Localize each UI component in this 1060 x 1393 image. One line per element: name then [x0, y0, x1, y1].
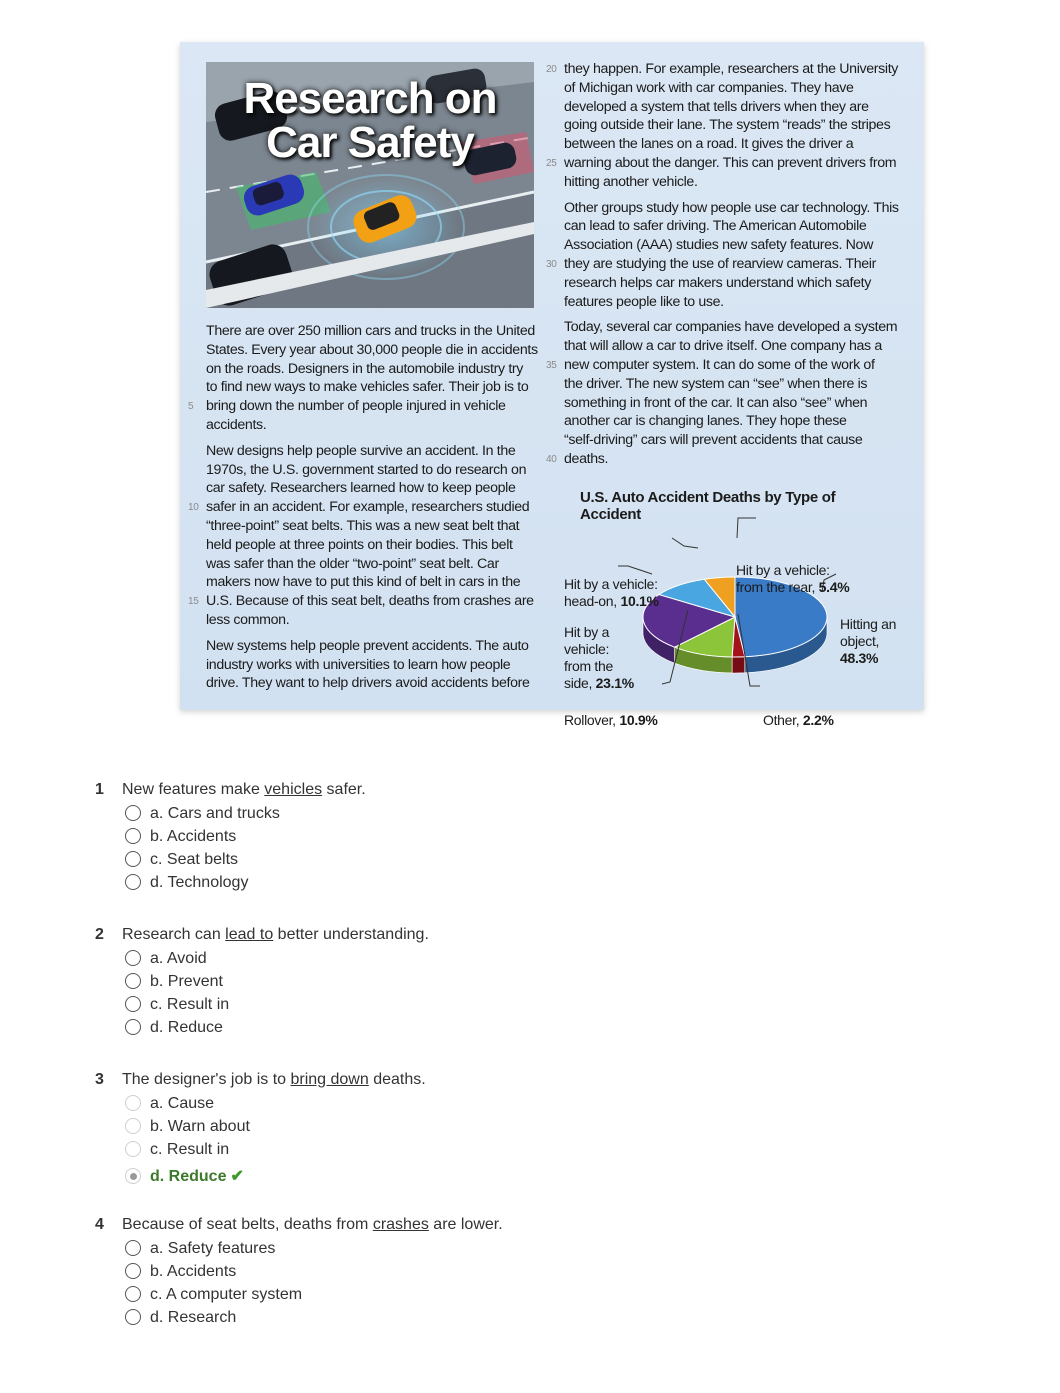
article-line [564, 375, 898, 394]
answer-option-text: a. Safety features [150, 1240, 276, 1257]
radio-button[interactable] [125, 828, 141, 844]
pie-label-name: Hit by a [564, 624, 610, 640]
answer-option-text: c. Seat belts [150, 851, 239, 868]
article-line [206, 360, 540, 379]
radio-button[interactable] [125, 973, 141, 989]
pie-chart [560, 512, 920, 728]
reading-panel [180, 42, 924, 728]
line-number: 10 [188, 502, 199, 514]
article-paragraph [546, 60, 899, 192]
article-line [206, 341, 540, 360]
line-number: 20 [546, 64, 557, 75]
article-line-text: of Michigan work with car companies. They have [564, 79, 854, 96]
answer-option-text: c. Result in [150, 996, 230, 1013]
article-line [206, 442, 540, 461]
pie-label-name: from the rear, [736, 579, 819, 595]
answer-option-label [150, 802, 280, 825]
article-line-text: was safer than the older “two-point” seat belt. Car [206, 555, 499, 572]
answer-option-text: c. A computer system [150, 1286, 303, 1303]
article-line-text: research helps car makers understand which safety [564, 274, 871, 291]
hero-image [206, 62, 534, 308]
pie-label-name: Rollover, [564, 712, 620, 728]
pie-label-value: 10.9% [619, 712, 658, 728]
question-stem [95, 1213, 503, 1237]
article-line-text: safer in an accident. For example, researchers studied [206, 499, 530, 516]
radio-button[interactable] [125, 1168, 141, 1184]
radio-button[interactable] [125, 1095, 141, 1111]
article-line-text: can lead to safer driving. The American Automobile [564, 218, 867, 235]
question-block [95, 1068, 426, 1188]
question-number: 1 [95, 781, 104, 798]
article-line-text: another car is changing lanes. They hope these [564, 413, 847, 430]
question-text-suffix: better understanding. [273, 926, 429, 943]
article-line [564, 394, 898, 413]
article-line [206, 656, 540, 675]
answer-option-label [150, 871, 248, 894]
pie-label-value: 10.1% [620, 593, 659, 609]
pie-label-row [564, 675, 634, 692]
answer-option-text: d. Research [150, 1309, 237, 1326]
article-line [564, 199, 898, 218]
article-line-text: car safety. Researchers learned how to keep people [206, 480, 516, 497]
article-paragraph [546, 318, 898, 468]
question-block [95, 1213, 503, 1329]
article-line [188, 592, 540, 611]
article-line-text: they are studying the use of rearview cameras. Their [564, 255, 876, 272]
article-line-text: features people like to use. [564, 293, 724, 310]
article-paragraph [188, 322, 540, 435]
pie-label-name: Hitting an [840, 616, 897, 632]
article-line-text: States. Every year about 30,000 people die in accidents [206, 341, 538, 358]
question-stem [95, 1068, 426, 1092]
answer-option-label [150, 848, 238, 871]
article-line-text: new computer system. It can do some of the work of [564, 356, 875, 373]
article-line-text: U.S. Because of this seat belt, deaths from crashes are [206, 593, 534, 610]
article-line [564, 412, 898, 431]
question-target-word: bring down [290, 1071, 369, 1088]
article-title-line2: Car Safety [266, 118, 474, 167]
article-line-text: less common. [206, 611, 290, 628]
article-line [564, 236, 898, 255]
article-line [206, 378, 540, 397]
pie-data-label [564, 576, 659, 610]
article-line [206, 479, 540, 498]
line-number: 15 [188, 596, 199, 608]
article-line [188, 498, 540, 517]
pie-label-name: object, [840, 633, 880, 649]
pie-label-row [564, 624, 634, 641]
question-text-prefix: The designer's job is to [122, 1071, 291, 1088]
question-target-word: lead to [225, 926, 274, 943]
pie-label-value: 48.3% [840, 650, 879, 666]
answer-option-text: a. Avoid [150, 950, 207, 967]
article-line-text: Association (AAA) studies new safety features. Now [564, 237, 873, 254]
article-line-text: New designs help people survive an accident. In the [206, 442, 516, 459]
article-line [206, 674, 540, 693]
article-line [564, 431, 898, 450]
article-line-text: held people at three points on their bodies. This belt [206, 536, 513, 553]
article-line [206, 555, 540, 574]
article-line-text: to find new ways to make vehicles safer. Their job is to [206, 379, 529, 396]
radio-button[interactable] [125, 996, 141, 1012]
article-line [564, 337, 898, 356]
pie-label-row [840, 616, 896, 633]
article-line-text: developed a system that tells drivers when they are [564, 98, 869, 115]
answer-option-text: d. Reduce [150, 1168, 227, 1185]
answer-option-label [150, 1237, 275, 1260]
article-line-text: industry works with universities to learn how people [206, 656, 511, 673]
article-line-text: deaths. [564, 450, 609, 467]
article-line-text: “three-point” seat belts. This was a new seat belt that [206, 517, 520, 534]
pie-label-row [840, 633, 896, 650]
pie-label-row [564, 593, 659, 610]
line-number: 35 [546, 359, 557, 371]
article-paragraph [188, 442, 540, 630]
pie-label-row [736, 579, 849, 596]
question-text-suffix: safer. [322, 781, 366, 798]
article-line [564, 135, 898, 154]
article-right-column [546, 60, 899, 476]
article-line-text: bring down the number of people injured in vehicle [206, 398, 506, 415]
answer-option-label [150, 947, 207, 970]
question-number: 4 [95, 1216, 104, 1233]
answer-option-text: b. Accidents [150, 828, 237, 845]
pie-label-value: 23.1% [595, 675, 634, 691]
pie-slice-side [732, 657, 745, 673]
radio-button[interactable] [125, 1118, 141, 1134]
answer-option-label [150, 970, 223, 993]
article-line-text: makers now have to put this kind of belt in cars in the [206, 574, 521, 591]
radio-button[interactable] [125, 950, 141, 966]
article-line [206, 637, 540, 656]
line-number: 30 [546, 258, 557, 270]
article-line [206, 517, 540, 536]
article-line-text: they happen. For example, researchers at the University [564, 61, 899, 77]
pie-label-row [564, 576, 659, 593]
article-line [564, 116, 898, 135]
pie-data-label [564, 624, 634, 692]
question-stem [95, 923, 429, 947]
radio-button[interactable] [125, 1286, 141, 1302]
question-text-prefix: Research can [122, 926, 226, 943]
pie-data-label [840, 616, 896, 667]
answer-option-text: b. Warn about [150, 1118, 250, 1135]
article-line-text: between the lanes on a road. It gives the driver a [564, 136, 854, 153]
pie-label-value: 2.2% [802, 712, 834, 728]
article-line [206, 322, 540, 341]
answer-option-label [150, 1092, 214, 1115]
radio-button[interactable] [125, 1141, 141, 1157]
pie-label-row [564, 641, 634, 658]
question-block [95, 778, 366, 894]
pie-label-name: Hit by a vehicle: [736, 562, 830, 578]
article-title-line1: Research on [243, 74, 497, 123]
answer-option-label [150, 1016, 223, 1039]
radio-button[interactable] [125, 1240, 141, 1256]
chart-title: U.S. Auto Accident Deaths by Type of Accident [580, 489, 836, 523]
radio-button[interactable] [125, 1309, 141, 1325]
article-line [546, 356, 898, 375]
article-line-text: that will allow a car to drive itself. One company has a [564, 338, 882, 355]
pie-label-name: from the [564, 658, 613, 674]
article-paragraph [206, 637, 540, 693]
article-left-column [188, 322, 540, 700]
article-line [564, 217, 898, 236]
article-line [206, 573, 540, 592]
pie-label-name: side, [564, 675, 596, 691]
question-stem [95, 778, 366, 802]
answer-option-label [150, 1260, 236, 1283]
answer-option-label [150, 1306, 236, 1329]
answer-option-text: b. Accidents [150, 1263, 237, 1280]
pie-data-label [763, 712, 834, 729]
answer-option-label [150, 1138, 229, 1161]
pie-data-label [564, 712, 658, 729]
answer-option-text: a. Cars and trucks [150, 805, 280, 822]
answer-option-label [150, 825, 236, 848]
line-number: 40 [546, 453, 557, 465]
question-text [122, 1068, 426, 1092]
article-line-text: going outside their lane. The system “reads” the stripes [564, 117, 891, 134]
article-line [546, 255, 898, 274]
article-line [546, 450, 898, 469]
answer-option-text: a. Cause [150, 1095, 215, 1112]
question-target-word: crashes [372, 1216, 429, 1233]
article-line [564, 79, 898, 98]
article-line-text: Other groups study how people use car technology. This [564, 199, 899, 216]
article-line-text: something in front of the car. It can also “see” when [564, 394, 868, 411]
article-line-text: “self-driving” cars will prevent accidents that cause [564, 432, 863, 449]
answer-option-text: b. Prevent [150, 973, 223, 990]
pie-label-name: Hit by a vehicle: [564, 576, 658, 592]
article-line [546, 154, 898, 173]
article-line-text: 1970s, the U.S. government started to do research on [206, 461, 527, 478]
radio-button[interactable] [125, 1019, 141, 1035]
pie-label-row [840, 650, 896, 667]
radio-button[interactable] [125, 874, 141, 890]
question-text-suffix: deaths. [368, 1071, 426, 1088]
article-line [206, 461, 540, 480]
article-line-text: hitting another vehicle. [564, 173, 698, 190]
article-line [546, 60, 899, 79]
article-line [564, 173, 898, 192]
question-text [122, 1213, 503, 1237]
answer-option-label [150, 993, 229, 1016]
question-number: 3 [95, 1071, 104, 1088]
article-line [206, 536, 540, 555]
pie-leader-line [618, 566, 652, 574]
answer-option-label [150, 1165, 244, 1188]
article-line [564, 293, 898, 312]
article-line-text: drive. They want to help drivers avoid accidents before [206, 675, 530, 692]
answer-option-text: d. Reduce [150, 1019, 223, 1036]
answer-option-label [150, 1115, 250, 1138]
answer-option-label [150, 1283, 302, 1306]
question-number: 2 [95, 926, 104, 943]
question-text-prefix: New features make [122, 781, 265, 798]
article-paragraph [546, 199, 899, 312]
article-line [206, 611, 540, 630]
article-line [206, 416, 540, 435]
question-text-suffix: are lower. [428, 1216, 503, 1233]
radio-button[interactable] [125, 1263, 141, 1279]
question-text [122, 923, 429, 947]
answer-option-text: d. Technology [150, 874, 249, 891]
article-line-text: New systems help people prevent accidents. The auto [206, 637, 529, 654]
pie-leader-line [737, 518, 756, 538]
article-line-text: There are over 250 million cars and trucks in the United [206, 323, 535, 339]
article-line [564, 274, 898, 293]
article-line [188, 397, 540, 416]
pie-leader-line [672, 538, 698, 548]
question-text [122, 778, 366, 802]
radio-button[interactable] [125, 851, 141, 867]
article-line [564, 318, 898, 337]
article-line-text: Today, several car companies have developed a system [564, 319, 898, 336]
radio-button[interactable] [125, 805, 141, 821]
checkmark-icon: ✔ [230, 1168, 244, 1185]
article-line-text: accidents. [206, 416, 267, 433]
answer-option-text: c. Result in [150, 1141, 230, 1158]
article-line-text: on the roads. Designers in the automobile industry try [206, 360, 524, 377]
line-number: 25 [546, 157, 557, 169]
line-number: 5 [188, 401, 194, 413]
article-line-text: the driver. The new system can “see” when there is [564, 375, 868, 392]
pie-label-value: 5.4% [818, 579, 850, 595]
pie-data-label [736, 562, 849, 596]
question-target-word: vehicles [264, 781, 323, 798]
pie-label-row [736, 562, 849, 579]
question-block [95, 923, 429, 1039]
pie-label-name: vehicle: [564, 641, 610, 657]
pie-label-name: Other, [763, 712, 803, 728]
question-text-prefix: Because of seat belts, deaths from [122, 1216, 373, 1233]
article-line [564, 98, 898, 117]
pie-label-name: head-on, [564, 593, 621, 609]
pie-label-row [564, 658, 634, 675]
article-line-text: warning about the danger. This can prevent drivers from [564, 154, 897, 171]
